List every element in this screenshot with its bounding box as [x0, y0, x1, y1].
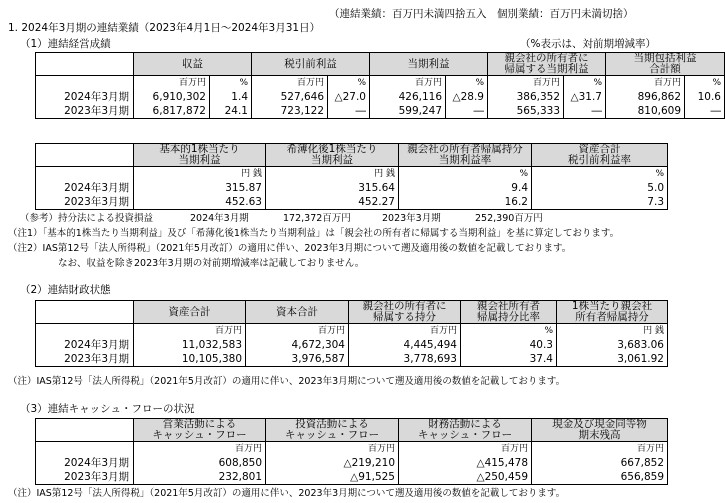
- table-row: [36, 195, 668, 210]
- col-header-owners-equity: 親会社の所有者に 帰属する持分: [349, 301, 461, 324]
- header-note: （連結業績：百万円未満四捨五入 個別業績：百万円未満切捨）: [329, 8, 634, 20]
- col-header-profit-owners: 親会社の所有者に 帰属する当期利益: [488, 53, 606, 76]
- cell-value: 10,105,380: [134, 352, 246, 367]
- cell-value: 608,850: [134, 456, 266, 470]
- pct-label: %: [532, 167, 668, 182]
- cell-value: 5.0: [532, 181, 668, 195]
- header-blank: [36, 301, 134, 324]
- section3-title: （3）連結キャッシュ・フローの状況: [20, 403, 195, 415]
- unit-label: 円 銭: [266, 167, 399, 182]
- col-header-diluted-eps: 希薄化後1株当たり 当期利益: [266, 144, 399, 167]
- header-blank: [36, 53, 134, 76]
- cell-value: 232,801: [134, 470, 266, 485]
- cell-value: 565,333: [488, 104, 564, 119]
- cell-value: 723,122: [252, 104, 328, 119]
- cell-value: 656,859: [532, 470, 668, 485]
- cell-value: ―: [564, 104, 606, 119]
- section2-title: （2）連結財政状態: [20, 284, 111, 296]
- col-header-revenue: 収益: [134, 53, 252, 76]
- section3-note: （注）IAS第12号「法人所得税」（2021年5月改訂）の適用に伴い、2023年3月期について遡及適用後の数値を記載しております。: [8, 488, 566, 499]
- col-header-roe: 親会社の所有者帰属持分 当期利益率: [399, 144, 532, 167]
- cell-value: ―: [328, 104, 370, 119]
- cell-value: 6,817,872: [134, 104, 210, 119]
- row-label: 2023年3月期: [36, 195, 134, 210]
- note-3: なお、収益を除き2023年3月期の対前期増減率は記載しておりません。: [58, 258, 365, 269]
- col-header-financing-cf: 財務活動による キャッシュ・フロー: [399, 419, 532, 442]
- per-share-table: [35, 143, 668, 210]
- unit-label: 円 銭: [557, 324, 668, 339]
- cell-value: 315.87: [134, 181, 266, 195]
- unit-label: 百万円: [606, 76, 685, 91]
- unit-label: %: [461, 324, 557, 339]
- unit-label: 百万円: [399, 442, 532, 457]
- row-label: 2023年3月期: [36, 104, 134, 119]
- cell-value: 11,032,583: [134, 338, 246, 352]
- cell-value: 315.64: [266, 181, 399, 195]
- ref-period-1: 2024年3月期: [190, 213, 249, 224]
- unit-label: 百万円: [252, 76, 328, 91]
- row-label: 2024年3月期: [36, 456, 134, 470]
- pct-note: （%表示は、対前期増減率）: [520, 38, 656, 50]
- unit-blank: [36, 324, 134, 339]
- unit-blank: [36, 167, 134, 182]
- table-row: [36, 456, 668, 470]
- col-header-bps: 1株当たり親会社 所有者帰属持分: [557, 301, 668, 324]
- cell-value: 667,852: [532, 456, 668, 470]
- table-row: [36, 90, 725, 104]
- col-header-total-assets: 資産合計: [134, 301, 246, 324]
- note-1: （注1）「基本的1株当たり当期利益」及び「希薄化後1株当たり当期利益」は「親会社の所有者に帰属する当期利益」を基に算定しております。: [8, 228, 620, 239]
- cell-value: 7.3: [532, 195, 668, 210]
- cell-value: △28.9: [446, 90, 488, 104]
- ref-value-1: 172,372百万円: [283, 213, 351, 224]
- cell-value: 452.27: [266, 195, 399, 210]
- table-row: [36, 338, 668, 352]
- operating-results-table: [35, 52, 725, 119]
- col-header-cash-balance: 現金及び現金同等物 期末残高: [532, 419, 668, 442]
- table-row: [36, 104, 725, 119]
- col-header-total-equity: 資本合計: [246, 301, 349, 324]
- cell-value: 3,683.06: [557, 338, 668, 352]
- pct-label: %: [399, 167, 532, 182]
- row-label: 2024年3月期: [36, 338, 134, 352]
- cell-value: △91,525: [266, 470, 399, 485]
- note-2: （注2）IAS第12号「法人所得税」（2021年5月改訂）の適用に伴い、2023年3月期について遡及適用後の数値を記載しております。: [8, 243, 572, 254]
- cell-value: △415,478: [399, 456, 532, 470]
- cell-value: 896,862: [606, 90, 685, 104]
- cash-flow-table: [35, 418, 668, 485]
- cell-value: 386,352: [488, 90, 564, 104]
- pct-label: %: [685, 76, 725, 91]
- cell-value: 40.3: [461, 338, 557, 352]
- cell-value: ―: [685, 104, 725, 119]
- cell-value: △250,459: [399, 470, 532, 485]
- cell-value: 3,778,693: [349, 352, 461, 367]
- cell-value: 37.4: [461, 352, 557, 367]
- col-header-operating-cf: 営業活動による キャッシュ・フロー: [134, 419, 266, 442]
- cell-value: 4,445,494: [349, 338, 461, 352]
- col-header-net-profit: 当期利益: [370, 53, 488, 76]
- unit-label: 百万円: [134, 76, 210, 91]
- col-header-pretax-profit: 税引前利益: [252, 53, 370, 76]
- pct-label: %: [446, 76, 488, 91]
- cell-value: 6,910,302: [134, 90, 210, 104]
- table-row: [36, 181, 668, 195]
- col-header-roa: 資産合計 税引前利益率: [532, 144, 668, 167]
- pct-label: %: [328, 76, 370, 91]
- cell-value: ―: [446, 104, 488, 119]
- unit-label: 百万円: [246, 324, 349, 339]
- unit-label: 百万円: [266, 442, 399, 457]
- cell-value: 4,672,304: [246, 338, 349, 352]
- row-label: 2023年3月期: [36, 470, 134, 485]
- table-row: [36, 352, 668, 367]
- cell-value: 3,976,587: [246, 352, 349, 367]
- unit-label: 円 銭: [134, 167, 266, 182]
- cell-value: 3,061.92: [557, 352, 668, 367]
- cell-value: 426,116: [370, 90, 446, 104]
- unit-label: 百万円: [488, 76, 564, 91]
- col-header-equity-ratio: 親会社所有者 帰属持分比率: [461, 301, 557, 324]
- pct-label: %: [564, 76, 606, 91]
- col-header-investing-cf: 投資活動による キャッシュ・フロー: [266, 419, 399, 442]
- ref-label: （参考）持分法による投資損益: [20, 213, 154, 224]
- section2-note: （注）IAS第12号「法人所得税」（2021年5月改訂）の適用に伴い、2023年3月期について遡及適用後の数値を記載しております。: [8, 376, 566, 387]
- cell-value: 16.2: [399, 195, 532, 210]
- unit-label: 百万円: [134, 442, 266, 457]
- unit-label: 百万円: [532, 442, 668, 457]
- cell-value: 527,646: [252, 90, 328, 104]
- col-header-comprehensive: 当期包括利益 合計額: [606, 53, 725, 76]
- row-label: 2023年3月期: [36, 352, 134, 367]
- col-header-basic-eps: 基本的1株当たり 当期利益: [134, 144, 266, 167]
- cell-value: 810,609: [606, 104, 685, 119]
- header-blank: [36, 419, 134, 442]
- cell-value: △219,210: [266, 456, 399, 470]
- unit-blank: [36, 442, 134, 457]
- cell-value: 10.6: [685, 90, 725, 104]
- cell-value: 24.1: [210, 104, 252, 119]
- cell-value: 9.4: [399, 181, 532, 195]
- cell-value: 452.63: [134, 195, 266, 210]
- unit-blank: [36, 76, 134, 91]
- financial-position-table: [35, 300, 668, 367]
- table-row: [36, 470, 668, 485]
- cell-value: △31.7: [564, 90, 606, 104]
- ref-value-2: 252,390百万円: [475, 213, 543, 224]
- unit-label: 百万円: [370, 76, 446, 91]
- page-title: 1. 2024年3月期の連結業績（2023年4月1日～2024年3月31日）: [8, 22, 321, 34]
- row-label: 2024年3月期: [36, 181, 134, 195]
- ref-period-2: 2023年3月期: [382, 213, 441, 224]
- section1-title: （1）連結経営成績: [20, 38, 111, 50]
- row-label: 2024年3月期: [36, 90, 134, 104]
- unit-label: 百万円: [349, 324, 461, 339]
- cell-value: 1.4: [210, 90, 252, 104]
- pct-label: %: [210, 76, 252, 91]
- unit-label: 百万円: [134, 324, 246, 339]
- cell-value: △27.0: [328, 90, 370, 104]
- cell-value: 599,247: [370, 104, 446, 119]
- header-blank: [36, 144, 134, 167]
